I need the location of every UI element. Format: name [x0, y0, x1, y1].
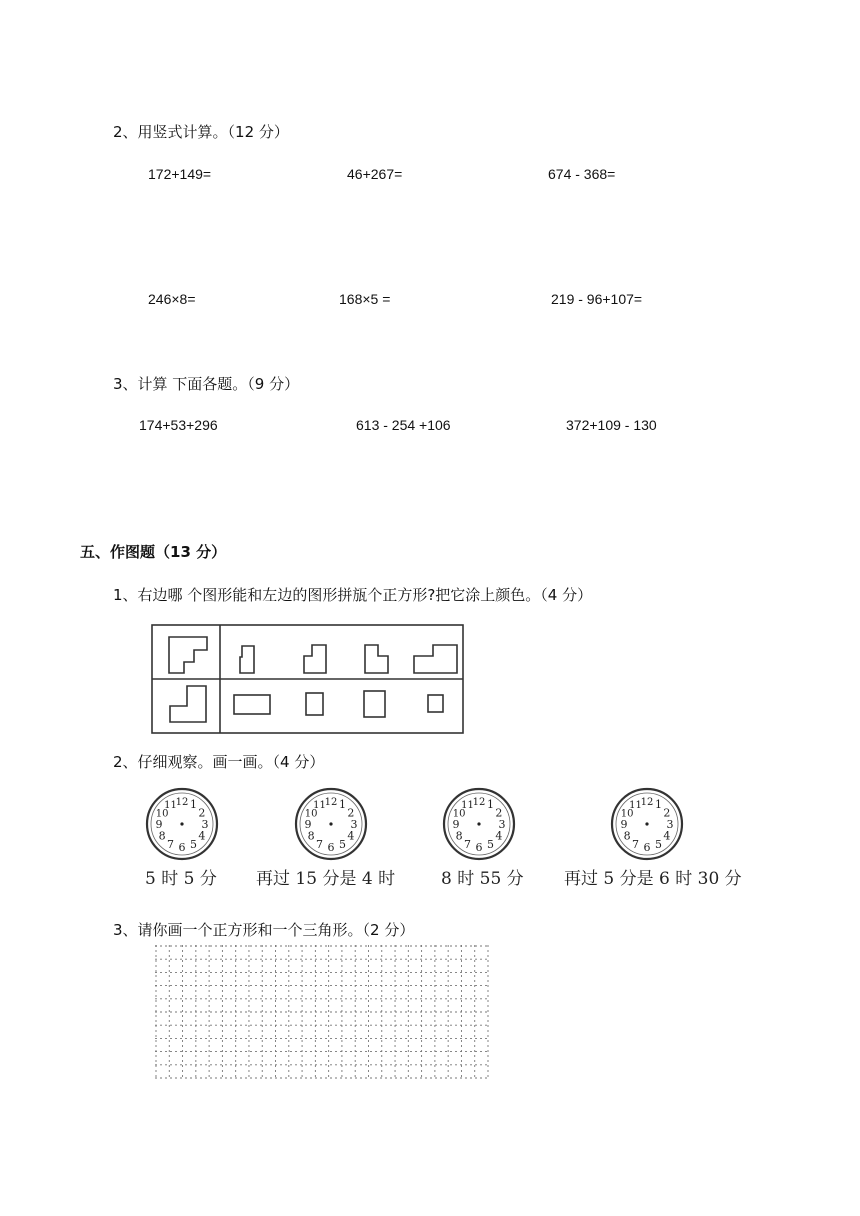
- clock-face[interactable]: [612, 789, 682, 859]
- clock-face[interactable]: [296, 789, 366, 859]
- clock-number: 8: [158, 829, 166, 843]
- clock-face[interactable]: [147, 789, 217, 859]
- clock-number: 1: [339, 798, 346, 812]
- clock-number: 1: [190, 798, 197, 812]
- clock-face[interactable]: [444, 789, 514, 859]
- clock-number: 4: [663, 829, 671, 843]
- clock-row: [130, 785, 750, 865]
- clock-number: 6: [178, 841, 186, 854]
- clock-number: 5: [655, 837, 662, 851]
- clock-number: 9: [304, 818, 312, 831]
- expr-item: 46+267=: [347, 166, 403, 182]
- clock-center-dot: [180, 822, 183, 825]
- expr-item: 674 - 368=: [548, 166, 616, 182]
- clock-number: 1: [487, 798, 494, 812]
- expr-item: 246×8=: [148, 291, 196, 307]
- clock-number: 10: [155, 808, 169, 820]
- q3-title: 3、计算 下面各题。（9 分）: [113, 375, 300, 393]
- expr-item: 172+149=: [148, 166, 212, 182]
- clock-number: 7: [167, 837, 174, 851]
- clock-number: 8: [307, 829, 315, 843]
- clock-center-dot: [645, 822, 648, 825]
- clock-center-dot: [329, 822, 332, 825]
- clock-number: 10: [304, 808, 318, 820]
- drawing-q3-title: 3、请你画一个正方形和一个三角形。（2 分）: [113, 921, 415, 939]
- expr-item: 372+109 - 130: [566, 417, 657, 433]
- dotted-grid[interactable]: [154, 944, 492, 1084]
- clock-number: 8: [455, 829, 463, 843]
- clock-number: 3: [666, 818, 674, 831]
- clock-number: 4: [198, 829, 206, 843]
- clock-label: 5 时 5 分: [145, 869, 217, 889]
- clock-number: 9: [620, 818, 628, 831]
- clock-number: 5: [339, 837, 346, 851]
- clock-number: 3: [350, 818, 358, 831]
- clock-number: 10: [620, 808, 634, 820]
- drawing-q1-title: 1、右边哪 个图形能和左边的图形拼瓬个正方形?把它涂上颜色。（4 分）: [113, 586, 593, 604]
- drawing-q2-title: 2、仔细观察。画一画。（4 分）: [113, 753, 325, 771]
- clock-label: 再过 15 分是 4 时: [256, 869, 396, 889]
- clock-number: 12: [175, 797, 189, 808]
- expr-item: 613 - 254 +106: [356, 417, 451, 433]
- clock-number: 1: [655, 798, 662, 812]
- clock-number: 5: [190, 837, 197, 851]
- clock-number: 7: [464, 837, 471, 851]
- clock-number: 2: [663, 806, 671, 820]
- clock-number: 12: [640, 797, 654, 808]
- clock-number: 11: [461, 800, 474, 812]
- clock-number: 4: [347, 829, 355, 843]
- clock-center-dot: [477, 822, 480, 825]
- clock-number: 3: [201, 818, 209, 831]
- clock-number: 3: [498, 818, 506, 831]
- clock-number: 8: [623, 829, 631, 843]
- clock-label: 再过 5 分是 6 时 30 分: [564, 869, 742, 889]
- expr-item: 168×5 =: [339, 291, 391, 307]
- clock-number: 2: [198, 806, 206, 820]
- clock-number: 9: [452, 818, 460, 831]
- clock-number: 4: [495, 829, 503, 843]
- clock-number: 6: [475, 841, 483, 854]
- section-title: 五、作图题（13 分）: [80, 543, 227, 561]
- shape-puzzle-figure: [150, 623, 466, 736]
- clock-number: 10: [452, 808, 466, 820]
- expr-item: 219 - 96+107=: [551, 291, 643, 307]
- clock-number: 7: [632, 837, 639, 851]
- expr-item: 174+53+296: [139, 417, 218, 433]
- clock-number: 11: [629, 800, 642, 812]
- clock-number: 12: [472, 797, 486, 808]
- clock-number: 6: [327, 841, 335, 854]
- q2-title: 2、用竖式计算。（12 分）: [113, 123, 289, 141]
- clock-number: 5: [487, 837, 494, 851]
- clock-number: 11: [313, 800, 326, 812]
- clock-number: 7: [316, 837, 323, 851]
- clock-number: 2: [495, 806, 503, 820]
- clock-number: 6: [643, 841, 651, 854]
- clock-number: 12: [324, 797, 338, 808]
- clock-number: 9: [155, 818, 163, 831]
- clock-number: 11: [164, 800, 177, 812]
- clock-number: 2: [347, 806, 355, 820]
- clock-label: 8 时 55 分: [441, 869, 524, 889]
